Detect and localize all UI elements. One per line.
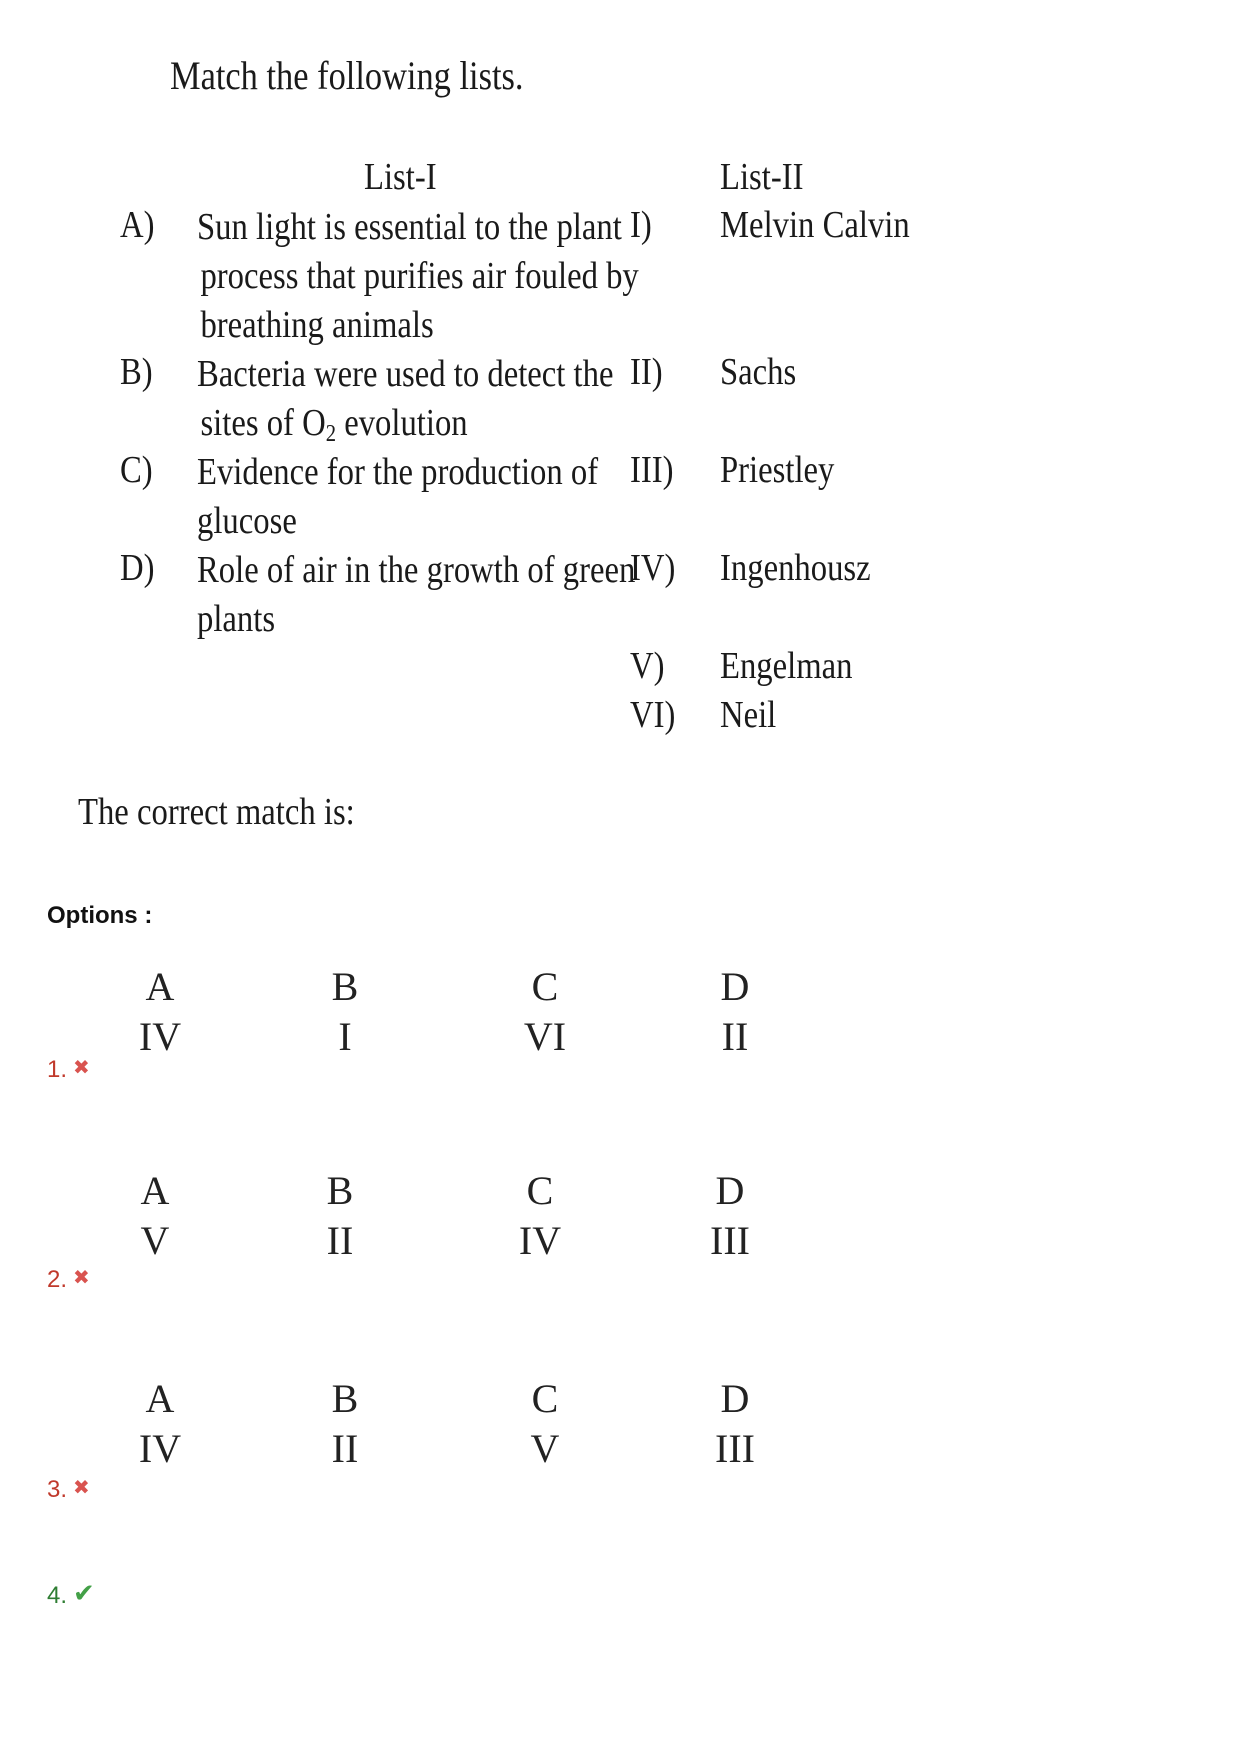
option-3-header-b: B xyxy=(331,1376,359,1421)
list-2-name-3: Priestley xyxy=(720,449,835,491)
list-1-label-b: B) xyxy=(120,351,153,393)
option-2-value-a: V xyxy=(140,1218,170,1263)
option-2-header-d: D xyxy=(715,1168,745,1213)
option-1-value-d: II xyxy=(721,1014,749,1059)
cross-icon: ✖ xyxy=(73,1267,90,1289)
option-3-header-d: D xyxy=(720,1376,750,1421)
option-3-value-d: III xyxy=(715,1426,755,1471)
option-1-header-d: D xyxy=(720,964,750,1009)
cross-icon: ✖ xyxy=(73,1057,90,1079)
list-1-item-b: Bacteria were used to detect the sites of $O_2$ evolution xyxy=(197,353,614,447)
list-1-item-a: Sun light is essential to the plant process that purifies air fouled by breathing animals xyxy=(197,206,639,346)
option-1-header-a: A xyxy=(145,964,175,1009)
option-3-value-a: IV xyxy=(138,1426,182,1471)
list-1-label-a: A) xyxy=(120,204,155,246)
list-1-item-d: Role of air in the growth of green plants xyxy=(197,549,636,640)
check-icon: ✔ xyxy=(73,1578,95,1608)
option-2-value-d: III xyxy=(710,1218,750,1263)
list-2-numeral-6: VI) xyxy=(630,694,676,736)
option-3-number: 3. ✖ xyxy=(47,1476,90,1503)
option-3-value-c: V xyxy=(530,1426,560,1471)
list-2-numeral-2: II) xyxy=(630,351,663,393)
option-1-value-a: IV xyxy=(138,1014,182,1059)
options-heading: Options : xyxy=(47,902,153,929)
list-2-header: List-II xyxy=(720,156,804,198)
option-3-value-b: II xyxy=(331,1426,359,1471)
option-3-header-c: C xyxy=(531,1376,559,1421)
list-2-numeral-4: IV) xyxy=(630,547,676,589)
list-2-name-4: Ingenhousz xyxy=(720,547,871,589)
option-4-number: 4. ✔ xyxy=(47,1578,95,1609)
option-3-header-a: A xyxy=(145,1376,175,1421)
list-2-name-1: Melvin Calvin xyxy=(720,204,910,246)
list-2-name-6: Neil xyxy=(720,694,777,736)
option-1-header-b: B xyxy=(331,964,359,1009)
option-1-header-c: C xyxy=(531,964,559,1009)
cross-icon: ✖ xyxy=(73,1477,90,1499)
list-2-numeral-1: I) xyxy=(630,204,652,246)
list-1-item-c: Evidence for the production of glucose xyxy=(197,451,599,542)
list-2-name-5: Engelman xyxy=(720,645,853,687)
option-2-header-b: B xyxy=(326,1168,354,1213)
option-2-value-c: IV xyxy=(518,1218,562,1263)
list-2-name-2: Sachs xyxy=(720,351,797,393)
list-1-header: List-I xyxy=(364,156,437,198)
option-1-number: 1. ✖ xyxy=(47,1056,90,1083)
list-2-numeral-5: V) xyxy=(630,645,665,687)
option-2-header-a: A xyxy=(140,1168,170,1213)
question-title: Match the following lists. xyxy=(170,53,524,98)
question-prompt: The correct match is: xyxy=(78,791,355,833)
option-1-value-c: VI xyxy=(523,1014,567,1059)
option-1-value-b: I xyxy=(338,1014,352,1059)
option-2-header-c: C xyxy=(526,1168,554,1213)
option-2-number: 2. ✖ xyxy=(47,1266,90,1293)
option-2-value-b: II xyxy=(326,1218,354,1263)
list-1-label-d: D) xyxy=(120,547,155,589)
list-2-numeral-3: III) xyxy=(630,449,674,491)
list-1-label-c: C) xyxy=(120,449,153,491)
